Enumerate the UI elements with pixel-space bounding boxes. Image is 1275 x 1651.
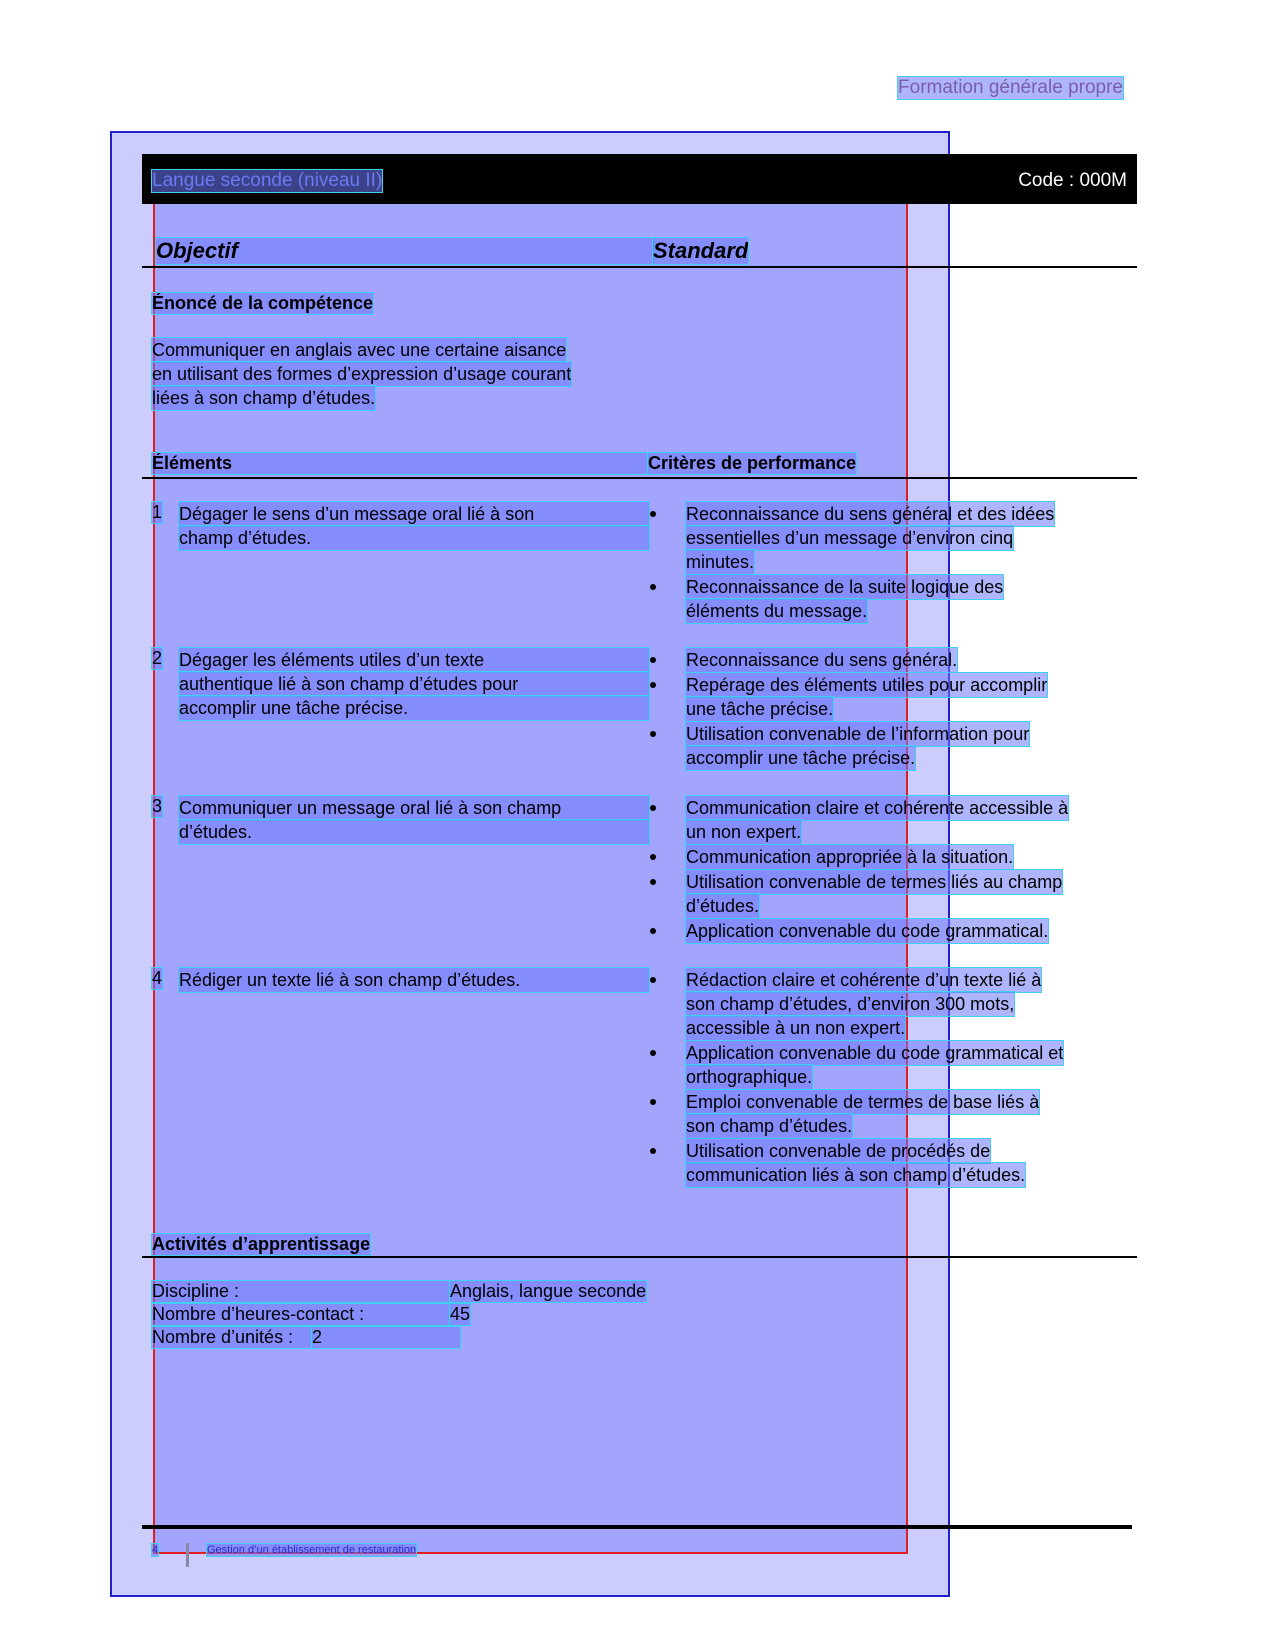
element-text-line: Dégager les éléments utiles d’un texte	[179, 648, 649, 672]
info-value-discipline: Anglais, langue seconde	[450, 1281, 647, 1301]
running-header: Formation générale propre	[898, 77, 1123, 98]
competence-title: Énoncé de la compétence	[152, 293, 374, 313]
bullet-icon	[650, 682, 656, 688]
criterion-line: minutes.	[686, 552, 755, 572]
element-text-line: champ d’études.	[179, 526, 649, 550]
criterion-line: Utilisation convenable de termes liés au champ	[686, 872, 1063, 892]
info-label-hours: Nombre d’heures-contact :	[152, 1304, 450, 1325]
criterion-line: Reconnaissance de la suite logique des	[686, 577, 1004, 597]
footer-divider	[142, 1525, 1132, 1529]
divider	[142, 1256, 1137, 1258]
info-label-units: Nombre d’unités :	[152, 1327, 312, 1348]
criterion-line: un non expert.	[686, 822, 802, 842]
criterion-line: accessible à un non expert.	[686, 1018, 906, 1038]
criterion-line: orthographique.	[686, 1067, 813, 1087]
criterion-line: Communication claire et cohérente accessible à	[686, 798, 1069, 818]
criterion-line: son champ d’études, d’environ 300 mots,	[686, 994, 1015, 1014]
heading-objectif: Objectif	[156, 238, 654, 264]
element-text-line: Rédiger un texte lié à son champ d’études.	[179, 968, 649, 992]
criterion-line: Communication appropriée à la situation.	[686, 847, 1014, 867]
elements-heading: Éléments	[152, 453, 648, 474]
criterion-line: essentielles d’un message d’environ cinq	[686, 528, 1014, 548]
info-value-hours: 45	[450, 1304, 471, 1324]
competence-statement	[152, 338, 571, 410]
bullet-icon	[650, 584, 656, 590]
bullet-icon	[650, 805, 656, 811]
criteria-heading: Critères de performance	[648, 453, 857, 473]
info-value-units: 2	[312, 1327, 460, 1348]
bullet-icon	[650, 657, 656, 663]
element-text-line: Dégager le sens d’un message oral lié à son	[179, 502, 649, 526]
bullet-icon	[650, 1148, 656, 1154]
criterion-line: Rédaction claire et cohérente d’un texte lié à	[686, 970, 1042, 990]
info-label-discipline: Discipline :	[152, 1281, 450, 1302]
footer-program: Gestion d’un établissement de restauration	[207, 1544, 417, 1556]
criterion-line: une tâche précise.	[686, 699, 834, 719]
competence-line: liées à son champ d’études.	[152, 388, 376, 408]
page-number: 4	[152, 1544, 159, 1556]
bullet-icon	[650, 1050, 656, 1056]
element-text-line: Communiquer un message oral lié à son champ	[179, 796, 649, 820]
element-text-line: accomplir une tâche précise.	[179, 696, 649, 720]
criterion-line: Utilisation convenable de l’information pour	[686, 724, 1030, 744]
criterion-line: Utilisation convenable de procédés de	[686, 1141, 991, 1161]
element-number: 4	[152, 968, 163, 988]
bullet-icon	[650, 928, 656, 934]
element-text-line: d’études.	[179, 820, 649, 844]
bullet-icon	[650, 511, 656, 517]
criterion-line: communication liés à son champ d’études.	[686, 1165, 1026, 1185]
element-number: 1	[152, 502, 163, 522]
course-title: Langue seconde (niveau II)	[152, 170, 383, 191]
criterion-line: Repérage des éléments utiles pour accomplir	[686, 675, 1048, 695]
criterion-line: Application convenable du code grammatical.	[686, 921, 1049, 941]
bullet-icon	[650, 879, 656, 885]
element-text-line: authentique lié à son champ d’études pour	[179, 672, 649, 696]
heading-standard: Standard	[653, 238, 749, 263]
activities-title: Activités d’apprentissage	[152, 1234, 371, 1254]
criterion-line: son champ d’études.	[686, 1116, 853, 1136]
criterion-line: éléments du message.	[686, 601, 868, 621]
divider	[142, 477, 1137, 479]
element-number: 3	[152, 796, 163, 816]
criterion-line: accomplir une tâche précise.	[686, 748, 916, 768]
criterion-line: d’études.	[686, 896, 760, 916]
competence-line: en utilisant des formes d’expression d’usage courant	[152, 364, 572, 384]
criterion-line: Application convenable du code grammatical et	[686, 1043, 1064, 1063]
bullet-icon	[650, 731, 656, 737]
bullet-icon	[650, 977, 656, 983]
course-code: Code : 000M	[1018, 170, 1127, 191]
competence-line: Communiquer en anglais avec une certaine aisance	[152, 340, 567, 360]
element-number: 2	[152, 648, 163, 668]
divider	[142, 266, 1137, 268]
criterion-line: Reconnaissance du sens général et des idées	[686, 504, 1055, 524]
bullet-icon	[650, 1099, 656, 1105]
criterion-line: Emploi convenable de termes de base liés à	[686, 1092, 1040, 1112]
bullet-icon	[650, 854, 656, 860]
criterion-line: Reconnaissance du sens général.	[686, 650, 958, 670]
footer-separator	[186, 1543, 189, 1567]
